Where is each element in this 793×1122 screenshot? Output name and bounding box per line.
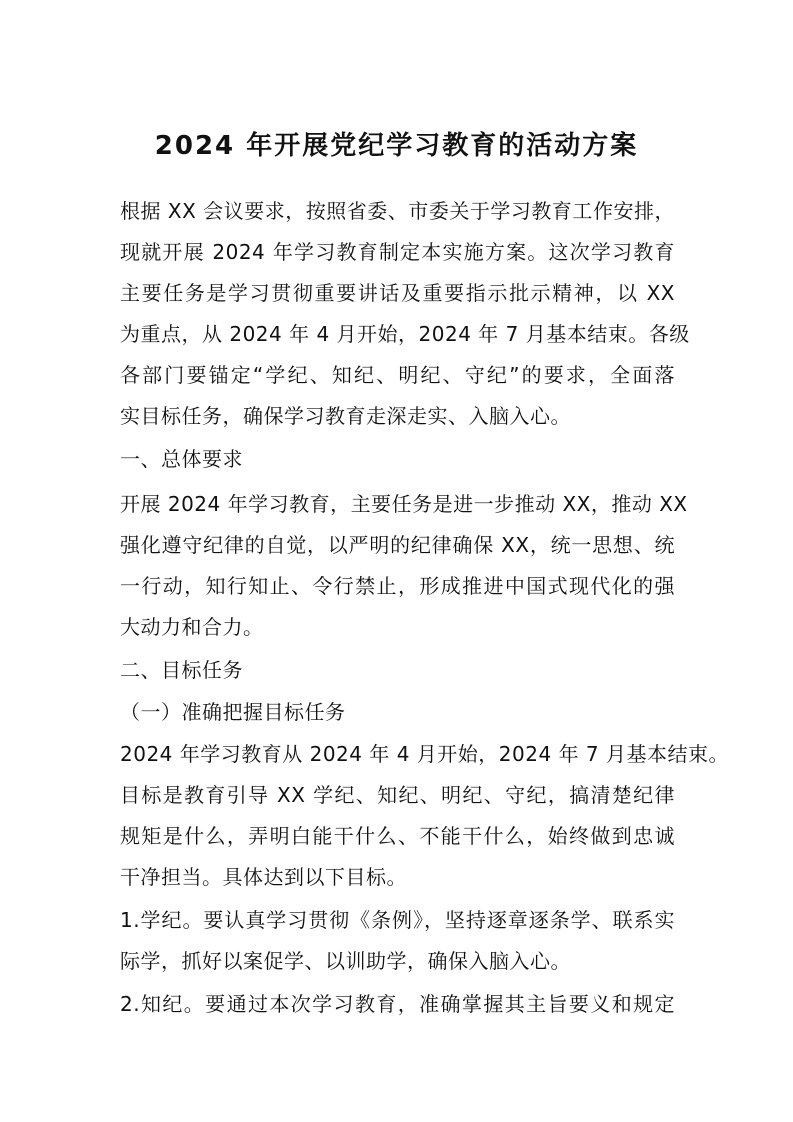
body-line: 目标是教育引导 XX 学纪、知纪、明纪、守纪，搞清楚纪律 <box>120 783 675 807</box>
body-line: 为重点，从 2024 年 4 月开始，2024 年 7 月基本结束。各级 <box>120 322 690 346</box>
body-line: 际学，抓好以案促学、以训助学，确保入脑入心。 <box>120 949 571 973</box>
list-item: 2.知纪。要通过本次学习教育，准确掌握其主旨要义和规定 <box>120 992 675 1016</box>
body-line: 实目标任务，确保学习教育走深走实、入脑入心。 <box>120 404 571 428</box>
subsection-heading: （一）准确把握目标任务 <box>120 700 346 724</box>
section-heading: 一、总体要求 <box>120 447 243 471</box>
body-line: 2024 年学习教育从 2024 年 4 月开始，2024 年 7 月基本结束。 <box>120 742 730 766</box>
list-item: 1.学纪。要认真学习贯彻《条例》，坚持逐章逐条学、联系实 <box>120 908 675 932</box>
body-line: 根据 XX 会议要求，按照省委、市委关于学习教育工作安排， <box>120 199 675 223</box>
body-line: 干净担当。具体达到以下目标。 <box>120 865 407 889</box>
body-line: 开展 2024 年学习教育，主要任务是进一步推动 XX，推动 XX <box>120 492 688 516</box>
body-line: 各部门要锚定“学纪、知纪、明纪、守纪”的要求，全面落 <box>120 363 675 387</box>
section-heading: 二、目标任务 <box>120 658 243 682</box>
body-line: 现就开展 2024 年学习教育制定本实施方案。这次学习教育 <box>120 240 675 264</box>
body-line: 大动力和合力。 <box>120 615 264 639</box>
document-title: 2024 年开展党纪学习教育的活动方案 <box>154 131 639 161</box>
body-line: 强化遵守纪律的自觉，以严明的纪律确保 XX，统一思想、统 <box>120 533 675 557</box>
body-line: 规矩是什么，弄明白能干什么、不能干什么，始终做到忠诚 <box>120 824 675 848</box>
body-line: 一行动，知行知止、令行禁止，形成推进中国式现代化的强 <box>120 574 675 598</box>
body-line: 主要任务是学习贯彻重要讲话及重要指示批示精神，以 XX <box>120 281 675 305</box>
